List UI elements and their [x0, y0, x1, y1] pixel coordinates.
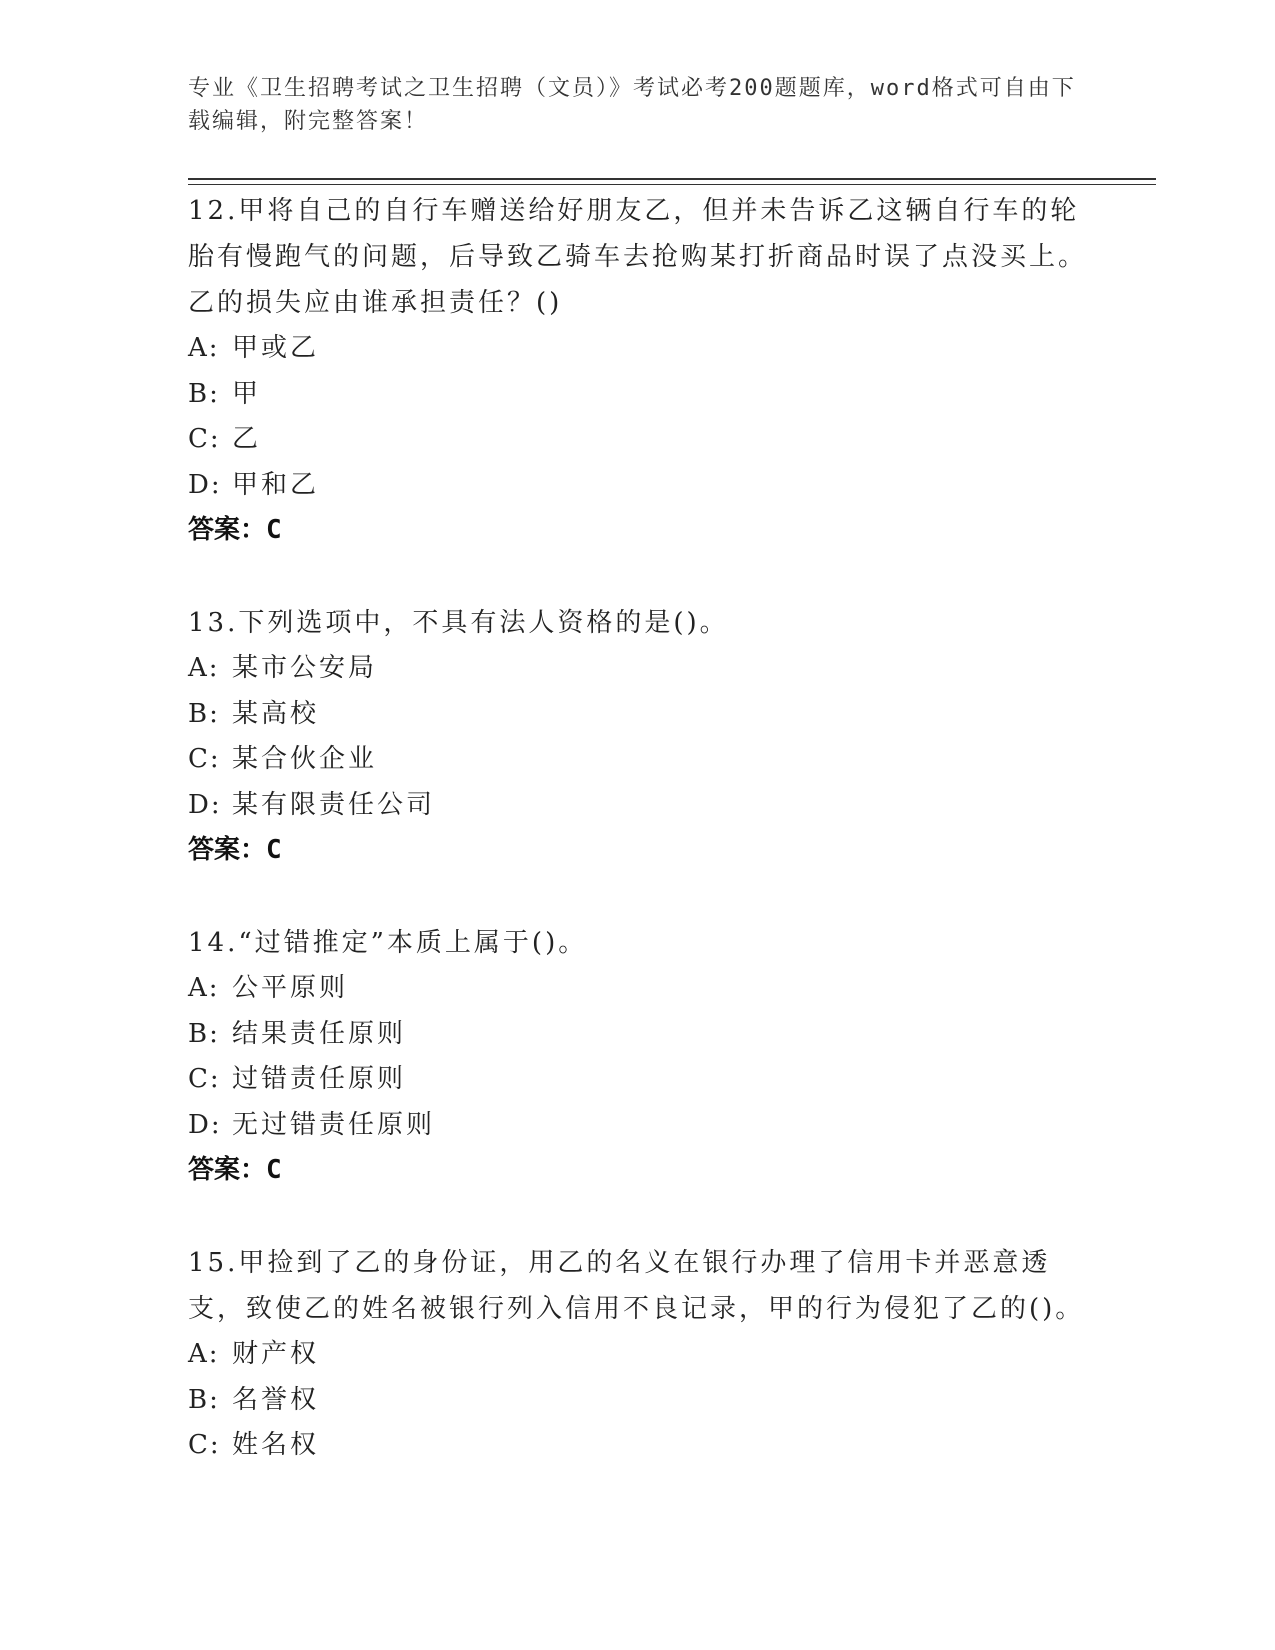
- question-15: [188, 1240, 1088, 1469]
- option-letter: B:: [188, 1384, 220, 1415]
- option-text: 甲或乙: [232, 333, 320, 363]
- question-13: [188, 600, 1088, 872]
- option-c: [188, 737, 1088, 783]
- option-c: [188, 417, 1088, 463]
- option-letter: A:: [188, 973, 220, 1003]
- header-rule-top: [188, 178, 1156, 180]
- option-letter: B:: [188, 378, 220, 409]
- answer-line: 答案：C: [188, 515, 282, 545]
- option-text: 财产权: [232, 1339, 320, 1369]
- option-text: 某市公安局: [232, 653, 378, 683]
- option-b: [188, 372, 1088, 418]
- option-b: [188, 1378, 1088, 1424]
- option-letter: A:: [188, 333, 220, 363]
- option-d: [188, 783, 1088, 829]
- option-text: 某高校: [232, 698, 320, 729]
- question-text: 15.甲捡到了乙的身份证，用乙的名义在银行办理了信用卡并恶意透支，致使乙的姓名被银行列入信用不良记录，甲的行为侵犯了乙的()。: [188, 1248, 1085, 1324]
- option-letter: D:: [188, 1109, 222, 1140]
- question-14: [188, 920, 1088, 1192]
- question-12: [188, 188, 1088, 552]
- option-text: 甲: [232, 378, 262, 409]
- header-rule-bottom: [188, 184, 1156, 185]
- option-a: [188, 966, 1088, 1012]
- option-letter: C:: [188, 1430, 221, 1460]
- option-text: 名誉权: [232, 1384, 320, 1415]
- option-text: 某有限责任公司: [232, 789, 436, 820]
- option-letter: B:: [188, 698, 220, 729]
- option-text: 公平原则: [232, 973, 349, 1003]
- answer-line: 答案：C: [188, 835, 282, 865]
- option-letter: A:: [188, 1339, 220, 1369]
- option-letter: C:: [188, 1064, 221, 1094]
- option-letter: B:: [188, 1018, 220, 1049]
- option-letter: D:: [188, 789, 222, 820]
- option-a: [188, 646, 1088, 692]
- option-d: [188, 1103, 1088, 1149]
- option-c: [188, 1423, 1088, 1469]
- option-letter: C:: [188, 744, 221, 774]
- option-c: [188, 1057, 1088, 1103]
- option-a: [188, 1332, 1088, 1378]
- question-text: 13.下列选项中，不具有法人资格的是()。: [188, 608, 729, 638]
- option-text: 无过错责任原则: [232, 1109, 436, 1140]
- question-text: 14.“过错推定”本质上属于()。: [188, 928, 588, 958]
- option-text: 结果责任原则: [232, 1018, 407, 1049]
- option-letter: D:: [188, 469, 222, 500]
- option-text: 姓名权: [232, 1430, 320, 1460]
- option-text: 甲和乙: [232, 469, 320, 500]
- document-header: 专业《卫生招聘考试之卫生招聘（文员）》考试必考200题题库，word格式可自由下载编辑，附完整答案！: [188, 76, 1076, 134]
- answer-line: 答案：C: [188, 1155, 282, 1185]
- option-b: [188, 692, 1088, 738]
- option-text: 某合伙企业: [232, 744, 378, 774]
- option-letter: C:: [188, 424, 221, 454]
- option-a: [188, 326, 1088, 372]
- option-b: [188, 1012, 1088, 1058]
- option-letter: A:: [188, 653, 220, 683]
- option-d: [188, 463, 1088, 509]
- option-text: 过错责任原则: [232, 1064, 407, 1094]
- option-text: 乙: [232, 424, 262, 454]
- question-text: 12.甲将自己的自行车赠送给好朋友乙，但并未告诉乙这辆自行车的轮胎有慢跑气的问题，后导致乙骑车去抢购某打折商品时误了点没买上。乙的损失应由谁承担责任？(): [188, 196, 1088, 318]
